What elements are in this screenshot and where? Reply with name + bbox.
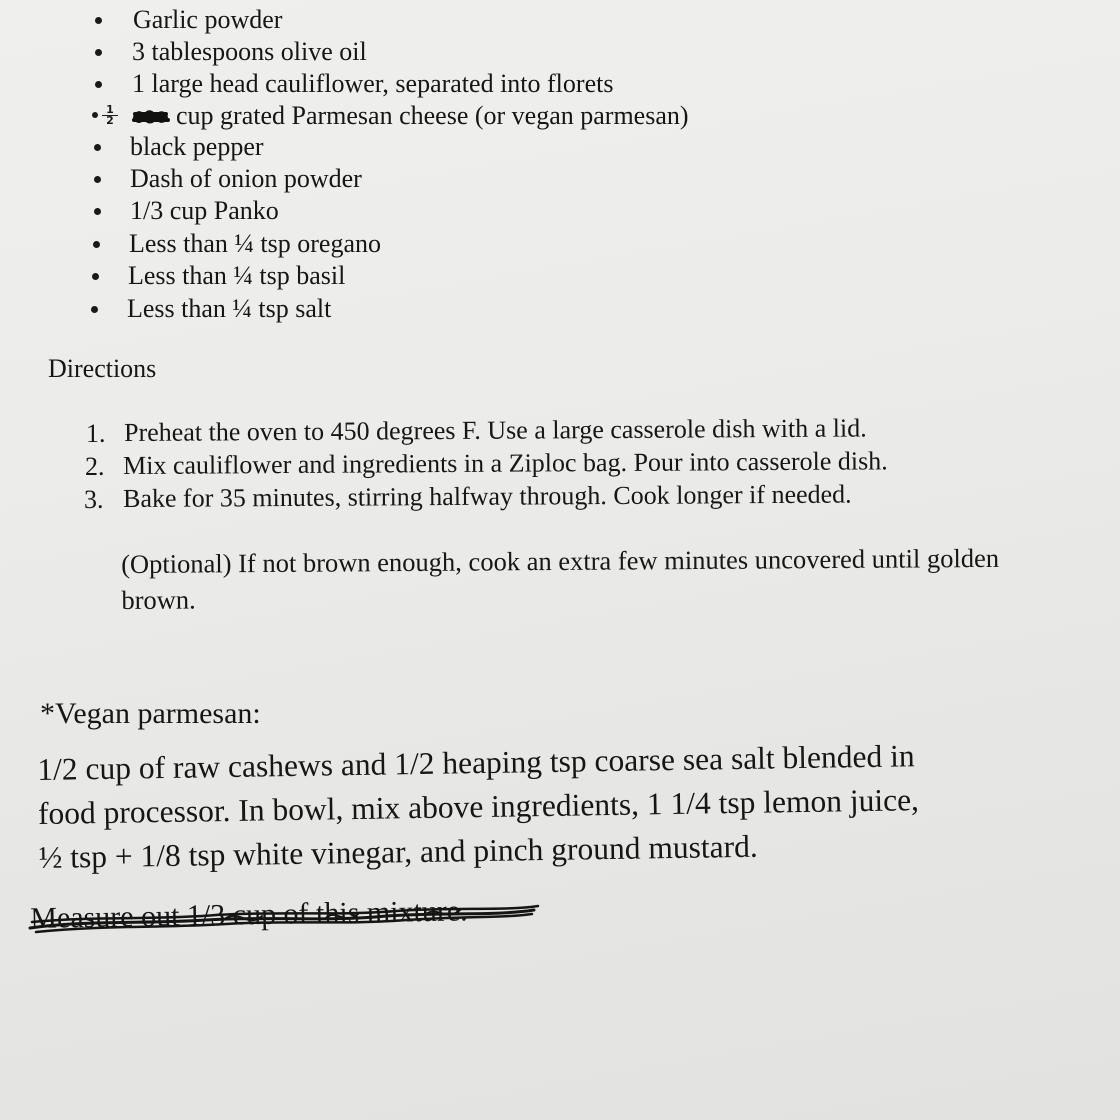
ingredient-text: Less than ¼ tsp basil (128, 261, 346, 290)
ingredient-text: Less than ¼ tsp oregano (129, 229, 382, 258)
bullet-icon (95, 17, 102, 24)
bullet-icon (95, 49, 102, 56)
step-text: Bake for 35 minutes, stirring halfway through. Cook longer if needed. (123, 479, 852, 513)
ingredient-text: 1 large head cauliflower, separated into florets (132, 69, 614, 98)
ingredient-text: cup grated Parmesan cheese (or vegan parmesan) (176, 101, 689, 130)
step-number: 3. (84, 485, 104, 514)
vegan-parmesan-instructions (37, 732, 1039, 880)
ingredient-text: Less than ¼ tsp salt (127, 294, 332, 323)
bullet-icon (94, 144, 101, 151)
ingredient-text: 1/3 cup Panko (130, 196, 279, 225)
fraction-denominator: 2 (102, 115, 118, 126)
vegan-parmesan-heading: *Vegan parmesan: (40, 697, 261, 730)
scribble-mark (130, 106, 172, 128)
directions-heading: Directions (48, 354, 157, 383)
bullet-icon (95, 81, 102, 88)
ingredient-text: 3 tablespoons olive oil (132, 37, 367, 66)
vegan-instruction-line: 1/2 cup of raw cashews and 1/2 heaping tsp coarse sea salt blended in (37, 738, 915, 787)
bullet-icon (92, 273, 99, 280)
bullet-icon (92, 112, 98, 118)
ingredient-text: black pepper (130, 132, 264, 161)
optional-note: (Optional) If not brown enough, cook an extra few minutes uncovered until golden brown. (121, 542, 1000, 615)
step-text: Preheat the oven to 450 degrees F. Use a large casserole dish with a lid. (124, 413, 867, 447)
fraction-numerator: 1 (106, 103, 114, 116)
handwritten-fraction (102, 105, 118, 126)
step-text: Mix cauliflower and ingredients in a Ziploc bag. Pour into casserole dish. (123, 446, 888, 480)
ingredient-text: Garlic powder (133, 5, 283, 34)
ingredient-text: Dash of onion powder (130, 164, 362, 193)
vegan-instruction-line: food processor. In bowl, mix above ingredients, 1 1/4 tsp lemon juice, (37, 782, 920, 831)
strikethrough-scribble (26, 898, 546, 938)
vegan-instruction-line: ½ tsp + 1/8 tsp white vinegar, and pinch ground mustard. (38, 828, 758, 875)
bullet-icon (91, 306, 98, 313)
bullet-icon (94, 208, 101, 215)
bullet-icon (93, 241, 100, 248)
struck-out-text: Measure out 1/3 cup of this mixture. (30, 894, 468, 935)
step-number: 2. (85, 452, 105, 481)
ingredient-list (0, 0, 1120, 330)
step-number: 1. (86, 419, 106, 448)
bullet-icon (94, 176, 101, 183)
